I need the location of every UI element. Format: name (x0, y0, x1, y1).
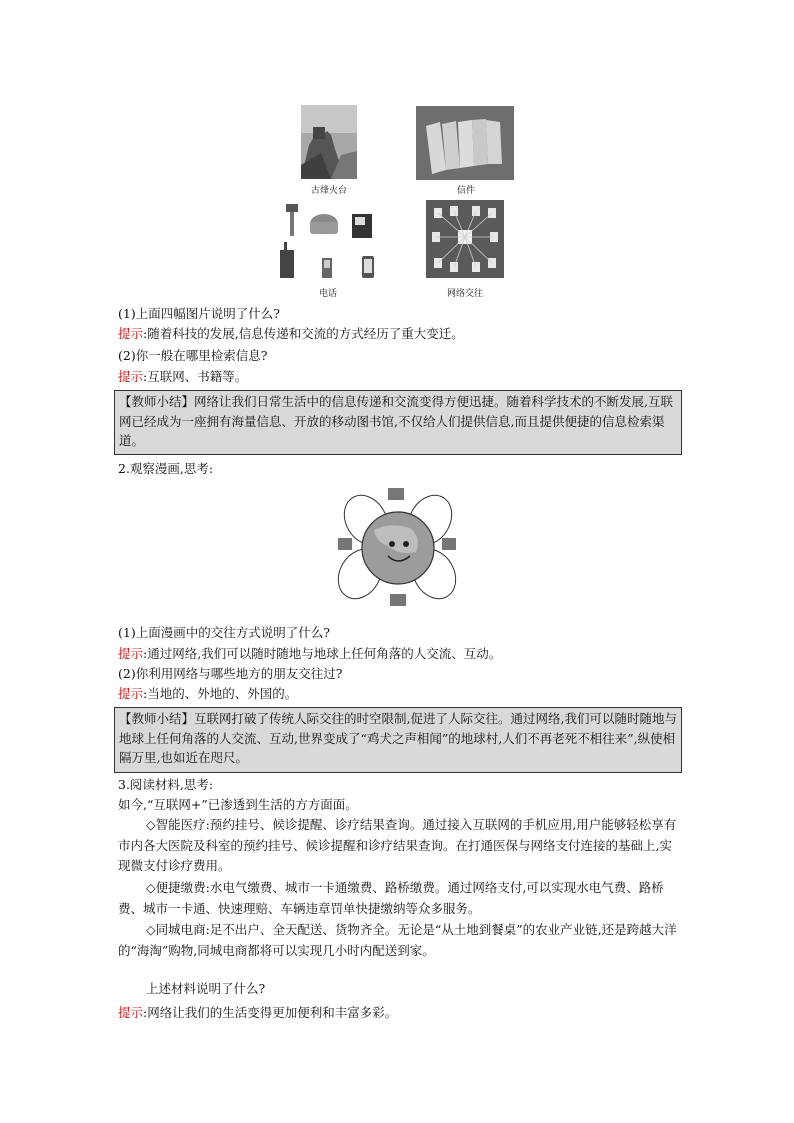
network-caption: 网络交往 (446, 289, 483, 299)
section2-heading: 2.观察漫画,思考: (118, 461, 214, 476)
section3-heading: 3.阅读材料,思考: (118, 777, 214, 792)
letters-image (416, 106, 514, 180)
letters-caption: 信件 (456, 186, 475, 196)
answer-text: :通过网络,我们可以随时随地与地球上任何角落的人交流、互动。 (143, 646, 502, 661)
hint-label: 提示 (118, 369, 144, 384)
answer-text: :随着科技的发展,信息传递和交流的方式经历了重大变迁。 (143, 326, 464, 341)
section3-answer (118, 1004, 397, 1022)
telephones-image (278, 204, 378, 280)
answer-text: :当地的、外地的、外国的。 (143, 686, 298, 701)
network-image (426, 200, 504, 278)
hint-label: 提示 (118, 1005, 144, 1020)
section1-answer-2 (118, 368, 247, 386)
section1-question-2: (2)你一般在哪里检索信息? (118, 348, 268, 363)
section3-intro: 如今,“互联网+”已渗透到生活的方方面面。 (118, 797, 358, 812)
section2-answer-1 (118, 645, 501, 663)
material-text: ◇便捷缴费:水电气缴费、城市一卡通缴费、路桥缴费。通过网络支付,可以实现水电气费、路桥费、城市一卡通、快速理赔、车辆违章罚单快捷缴纳等众多服务。 (118, 880, 664, 916)
section2-question-2: (2)你利用网络与哪些地方的朋友交往过? (118, 666, 343, 681)
beacon-tower-photo (301, 105, 357, 179)
material-item-ecommerce (118, 920, 684, 961)
section2-answer-2 (118, 685, 297, 703)
globe-cartoon (330, 482, 465, 612)
beacon-tower-caption: 古烽火台 (310, 186, 347, 196)
telephones-illustration (278, 204, 378, 280)
letters-photo (416, 106, 514, 180)
beacon-tower-image (301, 105, 357, 179)
material-item-healthcare (118, 815, 684, 877)
material-text: ◇智能医疗:预约挂号、候诊提醒、诊疗结果查询。通过接入互联网的手机应用,用户能够轻松享有市内各大医院及科室的预约挂号、候诊提醒和诊疗结果查询。在打通医保与网络支付连接的基础上,实现微支付诊疗费用。 (118, 817, 677, 873)
section1-answer-1 (118, 325, 464, 343)
material-item-payment (118, 878, 684, 919)
teacher-summary-1: 【教师小结】网络让我们日常生活中的信息传递和交流变得方便迅捷。随着科学技术的不断发展,互联网已经成为一座拥有海量信息、开放的移动图书馆,不仅给人们提供信息,而且提供便捷的信息检索渠道。 (114, 390, 682, 455)
hint-label: 提示 (118, 326, 144, 341)
section1-question-1: (1)上面四幅图片说明了什么? (118, 306, 280, 321)
telephones-caption: 电话 (318, 289, 337, 299)
hint-label: 提示 (118, 646, 144, 661)
network-photo (426, 200, 504, 278)
section3-question: 上述材料说明了什么? (146, 981, 266, 996)
teacher-summary-2: 【教师小结】互联网打破了传统人际交往的时空限制,促进了人际交往。通过网络,我们可以随时随地与地球上任何角落的人交流、互动,世界变成了“鸡犬之声相闻”的地球村,人们不再老死不相往来”,纵使相隔万里,也如近在咫尺。 (114, 707, 682, 773)
answer-text: :网络让我们的生活变得更加便利和丰富多彩。 (143, 1005, 398, 1020)
hint-label: 提示 (118, 686, 144, 701)
material-text: ◇同城电商:足不出户、全天配送、货物齐全。无论是“从土地到餐桌”的农业产业链,还是跨越大洋的“海淘”购物,同城电商都将可以实现几小时内配送到家。 (118, 922, 677, 958)
globe-cartoon-image (330, 482, 465, 612)
section2-question-1: (1)上面漫画中的交往方式说明了什么? (118, 625, 330, 640)
answer-text: :互联网、书籍等。 (143, 369, 248, 384)
